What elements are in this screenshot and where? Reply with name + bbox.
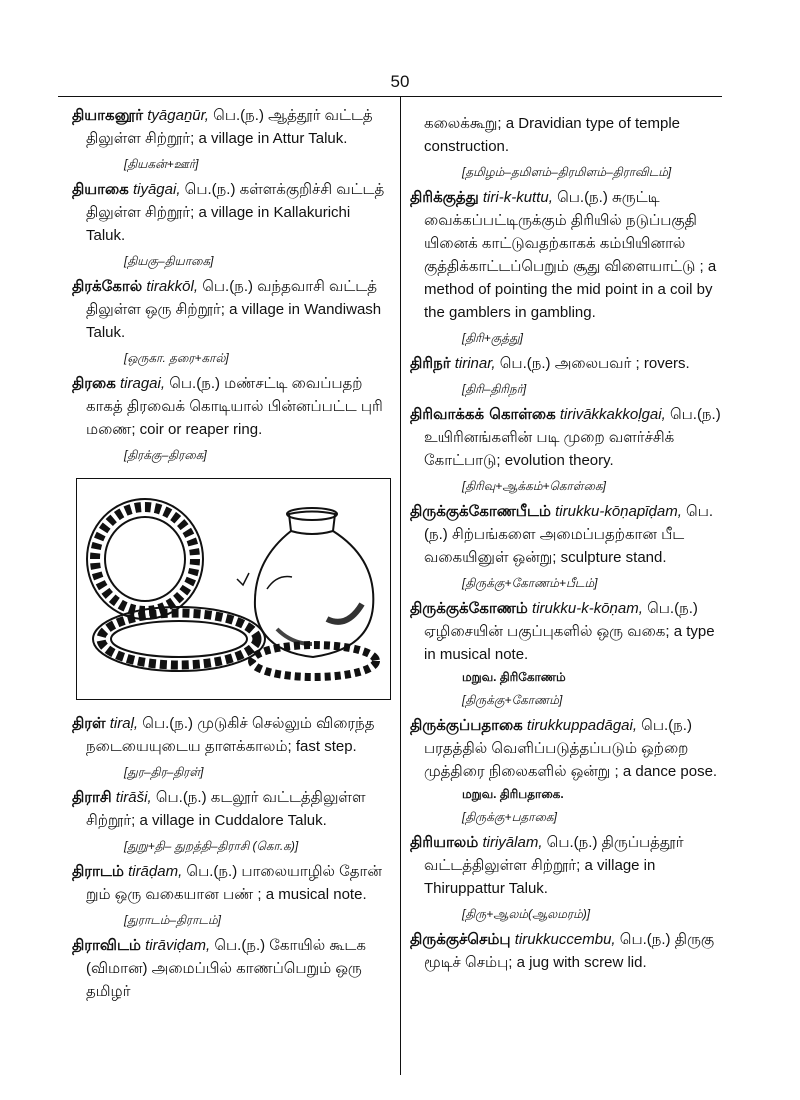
page-number: 50	[390, 72, 410, 91]
etymology: [துறு+தி– துறத்தி–திராசி (கொ.க)]	[124, 839, 299, 853]
etymology: [தியகு–தியாகை]	[124, 254, 214, 268]
variant: மறுவ. திரிபதாகை.	[462, 787, 564, 801]
transliteration: tiragai,	[120, 375, 166, 392]
headword: திராவிடம்	[72, 936, 141, 954]
entry-tiral	[72, 712, 390, 781]
definition: கலைக்கூறு; a Dravidian type of temple construction.	[424, 115, 681, 155]
entry-tirukkuppadagai	[410, 714, 722, 826]
etymology: [திருக்கு+பதாகை]	[462, 810, 557, 824]
transliteration: tirukkuccembu,	[514, 931, 616, 948]
entry-continuation	[410, 112, 722, 181]
etymology: [திரி–திரிநர்]	[462, 382, 527, 396]
etymology: [தியகன்+ஊர்]	[124, 157, 199, 171]
entry-tirivakkak-kolgai	[410, 403, 722, 495]
entry-tiriyalam	[410, 831, 722, 923]
definition: பெ.(ந.) அலைபவர் ; rovers.	[499, 355, 690, 372]
definition: பெ.(ந.) முடுகிச் செல்லும் விரைந்த நடையையுடைய தாளக்காலம்; fast step.	[86, 715, 375, 755]
headword: திரள்	[72, 714, 106, 732]
definition: பெ.(ந.) சிற்பங்களை அமைப்பதற்கான பீட வகையினுள் ஒன்று; sculpture stand.	[424, 503, 714, 566]
definition: பெ.(ந.) திருகு மூடிச் செம்பு; a jug with screw lid.	[424, 931, 715, 971]
entry-tirinar	[410, 352, 722, 398]
transliteration: tirāši,	[115, 789, 152, 806]
entry-tirakkol	[72, 275, 390, 367]
headword: திருக்குக்கோணபீடம்	[410, 502, 551, 520]
etymology: [துர–திர–திரள்]	[124, 765, 204, 779]
definition: பெ.(ந.) பரதத்தில் வெளிப்படுத்தப்படும் ஒற்றை முத்திரை நிலைகளில் ஒன்று ; a dance pose.	[424, 717, 718, 780]
headword: திரியாலம்	[410, 833, 479, 851]
entry-tirukkuccembu	[410, 928, 722, 974]
transliteration: tirakkōl,	[146, 278, 199, 295]
headword: திரக்கோல்	[72, 277, 143, 295]
etymology: [திருக்கு+கோணம்+பீடம்]	[462, 576, 598, 590]
headword: திராசி	[72, 788, 112, 806]
headword: திராடம்	[72, 862, 124, 880]
etymology: [திரி+குத்து]	[462, 331, 523, 345]
headword: தியாகை	[72, 180, 129, 198]
etymology: [திருக்கு+கோணம்]	[462, 693, 563, 707]
entry-tirukku-konapidam	[410, 500, 722, 592]
entry-tirukku-konam	[410, 597, 722, 709]
entry-tirikkuttu	[410, 186, 722, 347]
transliteration: tirivākkakkoḷgai,	[559, 406, 666, 423]
etymology: [திரக்கு–திரகை]	[124, 448, 207, 462]
etymology: [துராடம்–திராடம்]	[124, 913, 221, 927]
left-column-lower	[72, 712, 390, 1003]
definition: பெ.(ந.) கடலூர் வட்டத்திலுள்ள சிற்றூர்; a village in Cuddalore Taluk.	[86, 789, 366, 829]
definition: பெ.(ந.) திருப்பத்தூர் வட்டத்திலுள்ள சிற்றூர்; a village in Thiruppattur Taluk.	[424, 834, 684, 897]
definition: பெ.(ந.) சுருட்டி வைக்கப்பட்டிருக்கும் திரியில் நடுப்பகுதி யினைக் காட்டுவதற்காகக் கம்பியினால் குத்திக்காட்டப்பெறும் சூது விளையாட்டு ; a method of pointing the mid point in a coil by the gamblers in gambling.	[424, 189, 717, 321]
left-column-upper	[72, 104, 390, 469]
right-column	[410, 112, 722, 974]
transliteration: tirāḍam,	[128, 863, 183, 880]
headword: திரகை	[72, 374, 116, 392]
headword: திருக்குக்கோணம்	[410, 599, 528, 617]
definition: பெ.(ந.) உயிரினங்களின் படி முறை வளர்ச்சிக் கோட்பாடு; evolution theory.	[424, 406, 721, 469]
transliteration: tiyāgai,	[132, 181, 181, 198]
transliteration: tirinar,	[454, 355, 496, 372]
transliteration: tiri-k-kuttu,	[482, 189, 553, 206]
headword: தியாகனூர்	[72, 106, 144, 124]
etymology: [திரு+ஆலம்(ஆலமரம்)]	[462, 907, 591, 921]
headword: திருக்குப்பதாகை	[410, 716, 523, 734]
etymology: [தமிழம்–தமிளம்–திரமிளம்–திராவிடம்]	[462, 165, 672, 179]
headword: திருக்குச்செம்பு	[410, 930, 511, 948]
illustration-box	[76, 478, 391, 700]
definition: பெ.(ந.) கோயில் கூடக (விமான) அமைப்பில் காணப்பெறும் ஒரு தமிழர்	[86, 937, 366, 1000]
entry-tiradam	[72, 860, 390, 929]
entry-tiyagai	[72, 178, 390, 270]
transliteration: tirāviḍam,	[145, 937, 211, 954]
entry-tiravidam	[72, 934, 390, 1003]
definition: பெ.(ந.) ஆத்தூர் வட்டத் திலுள்ள சிற்றூர்; a village in Attur Taluk.	[86, 107, 373, 147]
transliteration: tirukku-kōṇapīḍam,	[555, 503, 682, 520]
variant: மறுவ. திரிகோணம்	[462, 670, 566, 684]
transliteration: tiriyālam,	[482, 834, 543, 851]
coir-ring-and-pot-illustration	[77, 479, 390, 699]
definition: பெ.(ந.) பாலையாழில் தோன் றும் ஒரு வகையான பண் ; a musical note.	[86, 863, 382, 903]
entry-tiragai	[72, 372, 390, 464]
header-rule	[58, 96, 722, 97]
transliteration: tirukkuppadāgai,	[526, 717, 637, 734]
definition: பெ.(ந.) ஏழிசையின் பகுப்புகளில் ஒரு வகை; a type in musical note.	[424, 600, 715, 663]
definition: பெ.(ந.) கள்ளக்குறிச்சி வட்டத் திலுள்ள சிற்றூர்; a village in Kallakurichi Taluk.	[86, 181, 385, 244]
entry-tiyaganur	[72, 104, 390, 173]
column-divider	[400, 97, 401, 1075]
transliteration: tiraḷ,	[109, 715, 139, 732]
headword: திரிக்குத்து	[410, 188, 479, 206]
etymology: [ஒருகா. தரை+கால்]	[124, 351, 229, 365]
etymology: [திரிவு+ஆக்கம்+கொள்கை]	[462, 479, 606, 493]
headword: திரிநர்	[410, 354, 451, 372]
transliteration: tirukku-k-kōṇam,	[532, 600, 643, 617]
entry-tirasi	[72, 786, 390, 855]
definition: பெ.(ந.) மண்சட்டி வைப்பதற் காகத் திரவைக் கொடியால் பின்னப்பட்ட புரி மணை; coir or reaper ring.	[86, 375, 383, 438]
headword: திரிவாக்கக் கொள்கை	[410, 405, 556, 423]
definition: பெ.(ந.) வந்தவாசி வட்டத் திலுள்ள ஒரு சிற்றூர்; a village in Wandiwash Taluk.	[86, 278, 382, 341]
transliteration: tyāgaṉūr,	[147, 107, 209, 124]
